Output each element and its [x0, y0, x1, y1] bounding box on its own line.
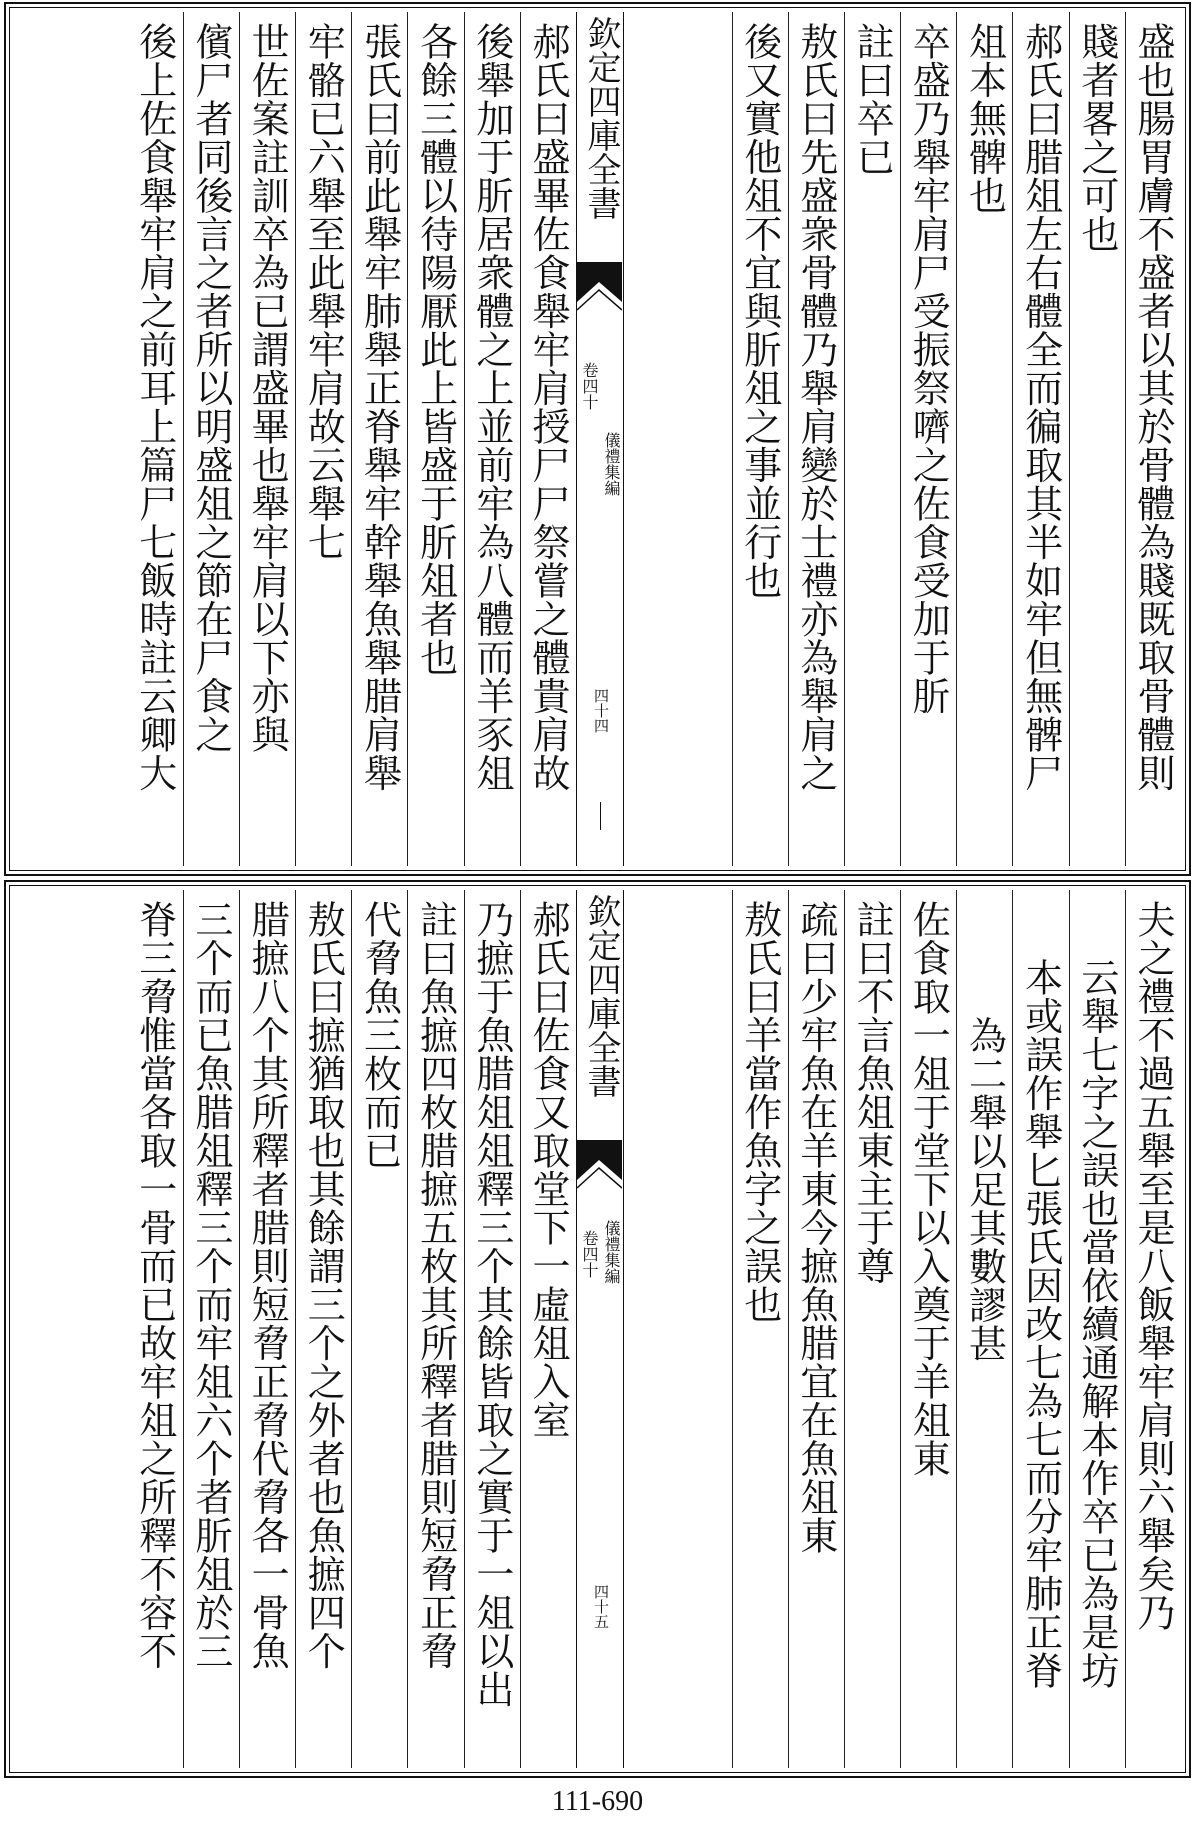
text-column: 為二舉以足其數謬甚 [956, 890, 1012, 1768]
book-title: 儀禮集編 [602, 432, 621, 496]
text-column: 卒盛乃舉牢肩尸受振祭嚌之佐食受加于肵 [900, 12, 956, 866]
juan-number: 卷四十 [580, 362, 599, 410]
text-column: 後又實他俎不宜與肵俎之事並行也 [732, 12, 788, 866]
text-column: 註曰魚摭四枚腊摭五枚其所釋者腊則短脅正脅 [407, 890, 463, 1768]
text-column: 敖氏曰先盛衆骨體乃舉肩變於士禮亦為舉肩之 [788, 12, 844, 866]
footer-page-number: 111-690 [551, 1786, 644, 1817]
text-column: 賤者畧之可也 [1069, 12, 1125, 866]
fishtail-mark-icon [577, 262, 622, 322]
text-column: 郝氏曰腊俎左右體全而徧取其半如牢但無髀尸 [1012, 12, 1068, 866]
page-number: 四十四 [592, 688, 610, 733]
text-column: 牢骼已六舉至此舉牢肩故云舉七 [295, 12, 351, 866]
text-column: 後舉加于肵居衆體之上並前牢為八體而羊豕俎 [464, 12, 520, 866]
text-column: 敖氏曰摭猶取也其餘謂三个之外者也魚摭四个 [295, 890, 351, 1768]
text-column: 本或誤作舉匕張氏因改七為七而分牢肺正脊 [1012, 890, 1068, 1768]
text-column: 佐食取一俎于堂下以入奠于羊俎東 [900, 890, 956, 1768]
strip-rule [600, 802, 601, 830]
page-top [4, 2, 1191, 876]
text-column: 疏曰少牢魚在羊東今摭魚腊宜在魚俎東 [788, 890, 844, 1768]
text-column: 夫之禮不過五舉至是八飯舉牢肩則六舉矣乃 [1125, 890, 1181, 1768]
running-title: 欽定四庫全書 [581, 894, 621, 1098]
top-left-half [14, 12, 576, 866]
text-column: 云舉七字之誤也當依續通解本作卒已為是坊 [1069, 890, 1125, 1768]
text-column: 張氏曰前此舉牢肺舉正脊舉牢幹舉魚舉腊肩舉 [351, 12, 407, 866]
text-column: 郝氏曰盛畢佐食舉牢肩授尸尸祭嘗之體貴肩故 [520, 12, 576, 866]
text-column: 三个而已魚腊俎釋三个而牢俎六个者肵俎於三 [183, 890, 239, 1768]
center-strip-bottom [576, 890, 624, 1768]
text-column: 敖氏曰羊當作魚字之誤也 [732, 890, 788, 1768]
top-right-half [619, 12, 1181, 866]
bottom-right-half [619, 890, 1181, 1768]
running-title: 欽定四庫全書 [581, 16, 621, 220]
text-column: 各餘三體以待陽厭此上皆盛于肵俎者也 [407, 12, 463, 866]
text-column: 後上佐食舉牢肩之前耳上篇尸七飯時註云卿大 [132, 22, 177, 792]
text-column: 郝氏曰佐食又取堂下一虛俎入室 [520, 890, 576, 1768]
book-title: 儀禮集編 [602, 1220, 621, 1284]
text-column: 盛也腸胃膚不盛者以其於骨體為賤既取骨體則 [1125, 12, 1181, 866]
text-column: 代脅魚三枚而已 [351, 890, 407, 1768]
text-column: 註曰不言魚俎東主于尊 [844, 890, 900, 1768]
fishtail-mark-icon [577, 1140, 622, 1200]
bottom-left-half [14, 890, 576, 1768]
center-strip-top [576, 12, 624, 866]
text-column: 俎本無髀也 [956, 12, 1012, 866]
text-column: 儐尸者同後言之者所以明盛俎之節在尸食之 [183, 12, 239, 866]
page-number: 四十五 [592, 1584, 610, 1629]
juan-number: 卷四十 [580, 1230, 599, 1278]
text-column: 註曰卒已 [844, 12, 900, 866]
text-column: 腊摭八个其所釋者腊則短脅正脅代脅各一骨魚 [239, 890, 295, 1768]
text-column: 世佐案註訓卒為已謂盛畢也舉牢肩以下亦與 [239, 12, 295, 866]
text-column: 乃摭于魚腊俎俎釋三个其餘皆取之實于一俎以出 [464, 890, 520, 1768]
text-column: 脊三脅惟當各取一骨而已故牢俎之所釋不容不 [132, 900, 177, 1670]
page-bottom [4, 880, 1191, 1778]
